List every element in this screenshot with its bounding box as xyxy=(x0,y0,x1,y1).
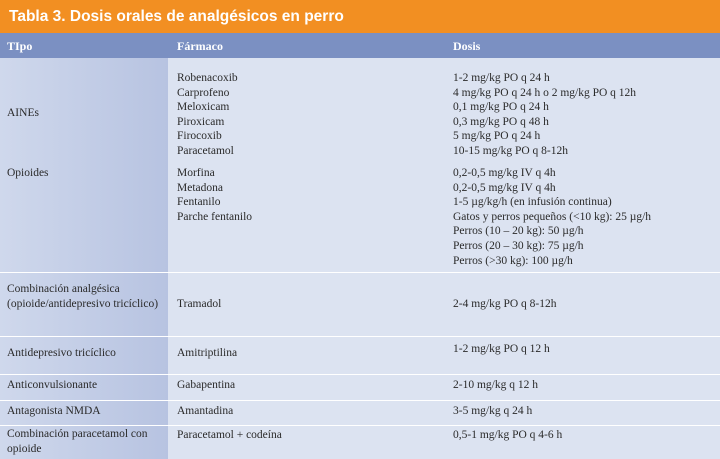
row-separator xyxy=(0,272,720,273)
dosis-cell-line: 3-5 mg/kg q 24 h xyxy=(453,405,533,417)
dosis-cell xyxy=(453,297,557,312)
dosis-cell-line: Perros (>30 kg): 100 µg/h xyxy=(453,254,573,267)
dosis-cell-line: Perros (20 – 30 kg): 75 µg/h xyxy=(453,239,584,252)
column-header-tipo: TIpo xyxy=(7,39,33,53)
tipo-cell xyxy=(7,106,165,121)
dosis-cell-line: 1-2 mg/kg PO q 24 h xyxy=(453,72,550,84)
farmaco-cell-line: Amantadina xyxy=(177,405,234,417)
column-header-farmaco: Fármaco xyxy=(177,39,223,53)
dosis-cell-line: 2-4 mg/kg PO q 8-12h xyxy=(453,298,557,310)
table-header xyxy=(0,33,720,58)
tipo-cell-line: Antidepresivo tricíclico xyxy=(7,347,116,359)
tipo-cell-line: Antagonista NMDA xyxy=(7,405,101,417)
farmaco-cell-line: Gabapentina xyxy=(177,379,236,391)
farmaco-cell xyxy=(177,378,235,393)
dosis-cell xyxy=(453,166,651,268)
dosis-cell-line: 0,5-1 mg/kg PO q 4-6 h xyxy=(453,429,563,441)
dosis-cell-line: 1-2 mg/kg PO q 12 h xyxy=(453,343,550,355)
farmaco-cell xyxy=(177,428,282,443)
farmaco-cell-line: Meloxicam xyxy=(177,101,230,114)
dosis-cell xyxy=(453,428,562,443)
dosis-cell xyxy=(453,404,532,419)
farmaco-cell-line: Carprofeno xyxy=(177,86,230,99)
farmaco-cell-line: Robenacoxib xyxy=(177,72,238,84)
column-header-dosis: Dosis xyxy=(453,39,481,53)
farmaco-cell-line: Paracetamol + codeína xyxy=(177,429,282,441)
tipo-cell-line: Combinación analgésica (opioide/antidepresivo tricíclico) xyxy=(7,283,159,310)
farmaco-cell-line: Paracetamol xyxy=(177,144,234,157)
farmaco-cell xyxy=(177,404,233,419)
tipo-cell xyxy=(7,404,165,419)
farmaco-cell-line: Piroxicam xyxy=(177,115,225,128)
tipo-cell-line: Anticonvulsionante xyxy=(7,379,98,391)
row-separator xyxy=(0,374,720,375)
farmaco-cell-line: Fentanilo xyxy=(177,196,221,209)
dosis-cell-line: 4 mg/kg PO q 24 h o 2 mg/kg PO q 12h xyxy=(453,86,637,99)
dosis-cell-line: 1-5 µg/kg/h (en infusión continua) xyxy=(453,196,612,209)
tipo-cell xyxy=(7,427,165,456)
dosis-cell-line: Gatos y perros pequeños (<10 kg): 25 µg/h xyxy=(453,210,652,223)
dosis-cell xyxy=(453,378,538,393)
tipo-cell xyxy=(7,346,165,361)
farmaco-cell-line: Morfina xyxy=(177,167,215,179)
tipo-cell-line: Combinación paracetamol con opioide xyxy=(7,428,148,455)
farmaco-cell xyxy=(177,71,238,159)
dosis-cell xyxy=(453,342,550,357)
farmaco-cell-line: Tramadol xyxy=(177,298,222,310)
farmaco-cell xyxy=(177,166,252,224)
tipo-cell-line: Opioides xyxy=(7,167,49,179)
row-separator xyxy=(0,336,720,337)
farmaco-cell-line: Amitriptilina xyxy=(177,347,238,359)
farmaco-cell xyxy=(177,297,221,312)
tipo-cell-line: AINEs xyxy=(7,107,39,119)
dosis-cell-line: 0,1 mg/kg PO q 24 h xyxy=(453,101,549,114)
tipo-cell xyxy=(7,378,165,393)
dosis-cell-line: 5 mg/kg PO q 24 h xyxy=(453,130,541,143)
dosis-cell-line: 0,2-0,5 mg/kg IV q 4h xyxy=(453,167,556,179)
farmaco-cell-line: Firocoxib xyxy=(177,130,222,143)
dosis-cell-line: 0,2-0,5 mg/kg IV q 4h xyxy=(453,181,556,194)
tipo-cell xyxy=(7,166,165,181)
dosis-cell-line: 10-15 mg/kg PO q 8-12h xyxy=(453,144,568,157)
tipo-cell xyxy=(7,282,165,311)
row-separator xyxy=(0,400,720,401)
row-separator xyxy=(0,425,720,426)
dosis-cell-line: 0,3 mg/kg PO q 48 h xyxy=(453,115,549,128)
farmaco-cell-line: Metadona xyxy=(177,181,223,194)
table-title: Tabla 3. Dosis orales de analgésicos en perro xyxy=(0,0,720,33)
dosis-cell-line: Perros (10 – 20 kg): 50 µg/h xyxy=(453,225,584,238)
dosis-cell-line: 2-10 mg/kg q 12 h xyxy=(453,379,538,391)
farmaco-cell xyxy=(177,346,237,361)
farmaco-cell-line: Parche fentanilo xyxy=(177,210,253,223)
dosis-cell xyxy=(453,71,636,159)
